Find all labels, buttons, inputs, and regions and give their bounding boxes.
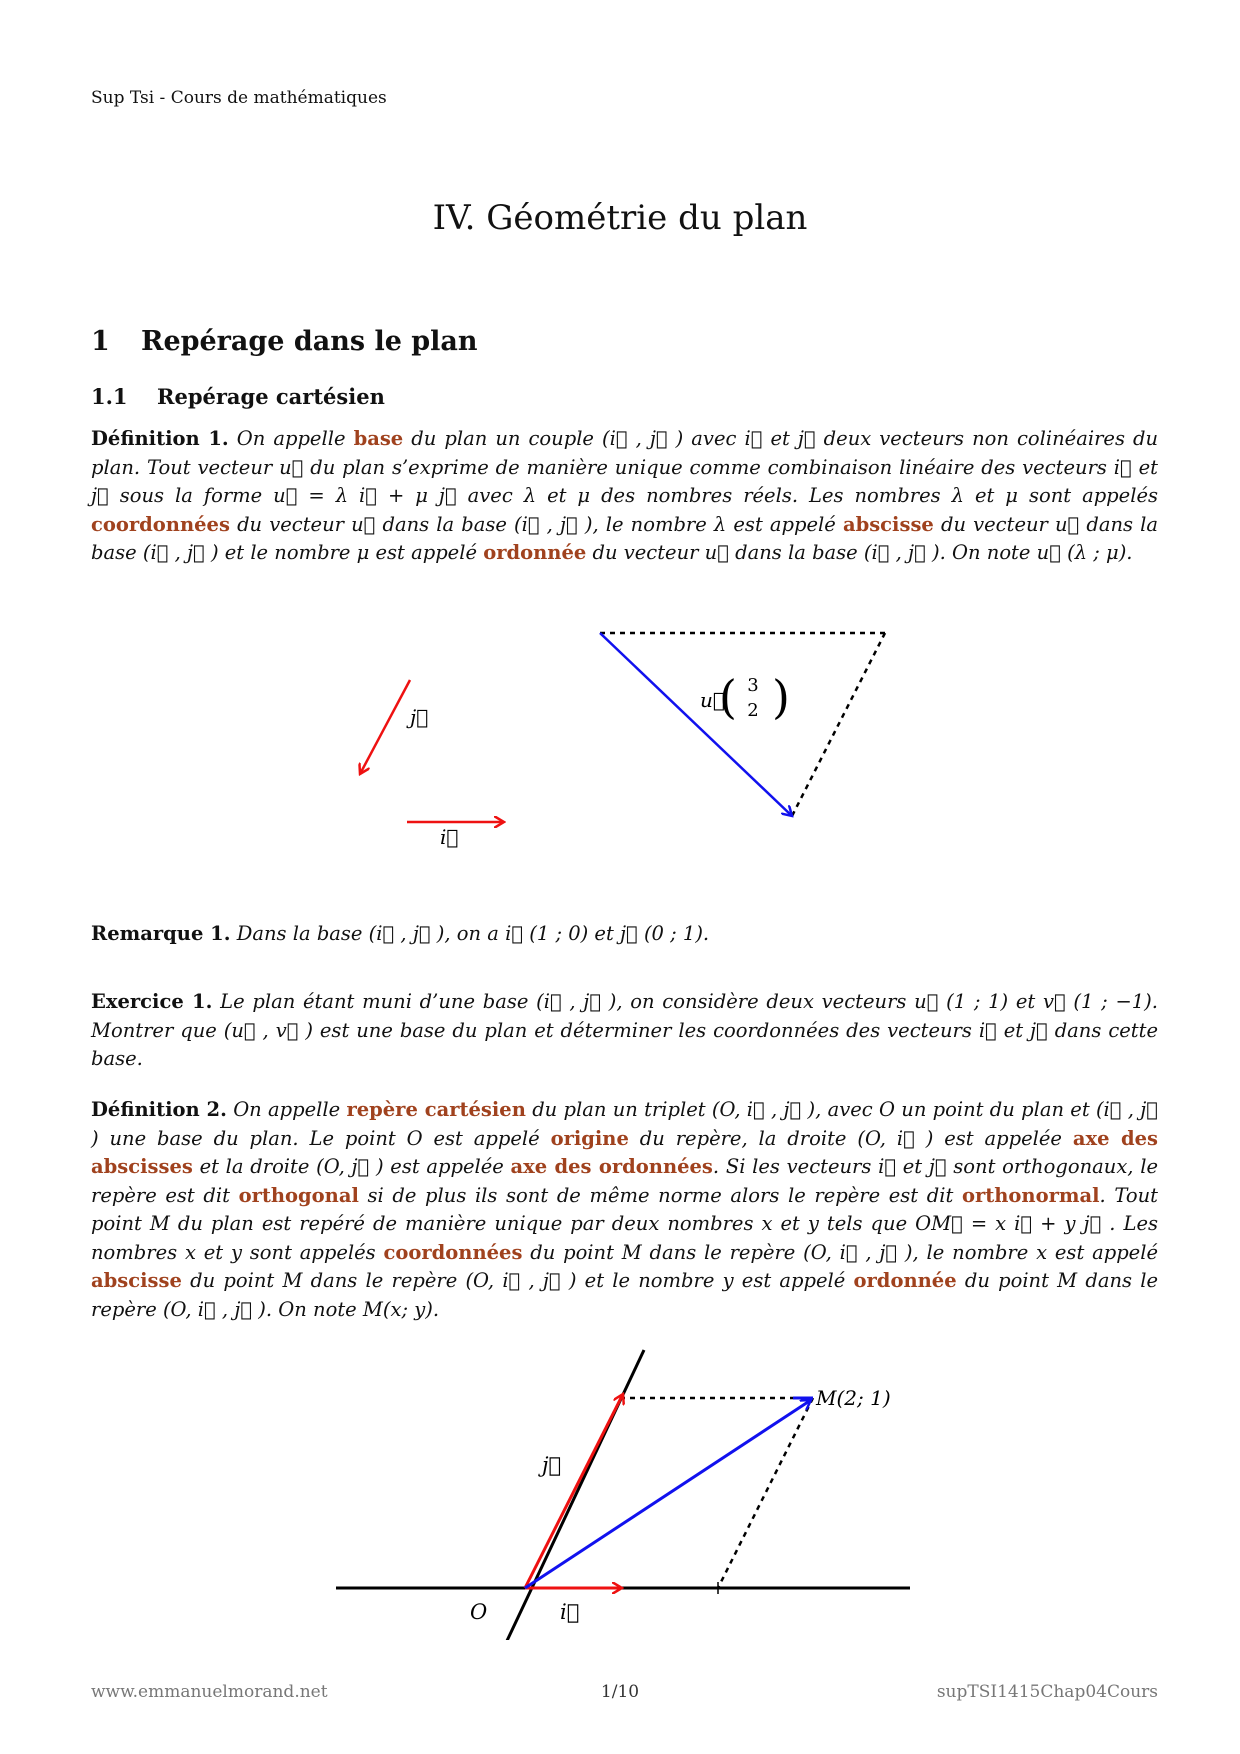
definition-text: du plan un couple (i⃗ , j⃗ ) avec i⃗ et j⃗ deux vecteurs non colinéaires du plan. Tout vecteur u⃗ du plan s’exprime de manière unique comme combinaison linéaire des vecteurs i⃗ et j⃗ sous la forme u⃗ = λ i⃗ + μ j⃗ avec λ et μ des nombres réels. Les nombres λ et μ sont appelés	[91, 427, 1159, 507]
definition-text: du vecteur u⃗ dans la base (i⃗ , j⃗ ), le nombre λ est appelé	[237, 512, 836, 536]
vector-j-arrow	[360, 680, 410, 774]
section-label: Repérage dans le plan	[141, 326, 478, 357]
remark-1	[91, 920, 1158, 949]
subsection-number: 1.1	[91, 384, 128, 409]
exercise-label: Exercice 1.	[91, 990, 213, 1013]
term-origine: origine	[550, 1126, 629, 1150]
footer-document-id: supTSI1415Chap04Cours	[936, 1682, 1158, 1702]
paren-left: (	[719, 670, 737, 724]
definition-text: du vecteur u⃗ dans la base (i⃗ , j⃗ ). On note u⃗ (λ ; μ).	[592, 541, 1133, 564]
remark-text: Dans la base (i⃗ , j⃗ ), on a i⃗ (1 ; 0) et j⃗ (0 ; 1).	[236, 922, 710, 945]
footer-page-number: 1/10	[600, 1682, 640, 1702]
term-axe-abscisses: axe des abscisses	[91, 1126, 1158, 1178]
vector-j-arrow	[525, 1394, 623, 1588]
u-coord-x: 3	[747, 675, 759, 696]
y-axis-line	[505, 1350, 644, 1640]
term-orthogonal: orthogonal	[238, 1183, 359, 1207]
paren-right: )	[772, 670, 790, 724]
footer-website: www.emmanuelmorand.net	[91, 1682, 328, 1702]
term-repere-cartesien: repère cartésien	[346, 1098, 526, 1121]
definition-text: . Si les vecteurs i⃗ et j⃗ sont orthogonaux, le repère est dit	[91, 1155, 1159, 1207]
term-coordonnees: coordonnées	[383, 1240, 523, 1264]
figure-vector-base	[330, 612, 930, 872]
dashed-right-side	[792, 633, 885, 816]
definition-text: du repère, la droite (O, i⃗ ) est appelée	[639, 1126, 1062, 1150]
term-abscisse: abscisse	[91, 1269, 182, 1292]
section-heading	[91, 326, 478, 357]
term-orthonormal: orthonormal	[961, 1183, 1100, 1207]
label-i: i⃗	[560, 1600, 580, 1624]
subsection-label: Repérage cartésien	[157, 384, 385, 409]
subsection-heading	[91, 384, 385, 409]
definition-text: et la droite (O, j⃗ ) est appelée	[199, 1155, 504, 1178]
vector-om-arrow	[525, 1400, 811, 1588]
definition-text: du point M dans le repère (O, i⃗ , j⃗ ), le nombre x est appelé	[530, 1240, 1158, 1264]
term-axe-ordonnees: axe des ordonnées	[510, 1155, 713, 1178]
term-ordonnee: ordonnée	[483, 541, 587, 564]
label-j: j⃗	[410, 705, 429, 729]
dashed-oblique	[718, 1398, 813, 1588]
definition-text: si de plus ils sont de même norme alors le repère est dit	[367, 1183, 954, 1207]
u-coord-y: 2	[747, 700, 759, 721]
running-header: Sup Tsi - Cours de mathématiques	[91, 88, 387, 108]
term-ordonnee: ordonnée	[853, 1269, 957, 1292]
definition-text: du point M dans le repère (O, i⃗ , j⃗ ). On note M(x; y).	[91, 1269, 1159, 1321]
definition-text: du plan un triplet (O, i⃗ , j⃗ ), avec O un point du plan et (i⃗ , j⃗ ) une base du plan. Le point O est appelé	[91, 1098, 1159, 1150]
exercise-1	[91, 988, 1158, 1074]
definition-1	[91, 425, 1158, 568]
definition-label: Définition 2.	[91, 1098, 227, 1121]
term-abscisse: abscisse	[842, 512, 934, 536]
definition-text: . Tout point M du plan est repéré de manière unique par deux nombres x et y tels que OM⃗ = x i⃗ + y j⃗ . Les nombres x et y sont appelés	[91, 1183, 1158, 1264]
chapter-title: IV. Géométrie du plan	[432, 198, 808, 238]
vector-u-arrow	[600, 633, 792, 816]
exercise-text: Le plan étant muni d’une base (i⃗ , j⃗ ), on considère deux vecteurs u⃗ (1 ; 1) et v⃗ (1 ; −1). Montrer que (u⃗ , v⃗ ) est une base du plan et déterminer les coordonnées des vecteurs i⃗ et j⃗ dans cette base.	[91, 990, 1158, 1070]
section-number: 1	[91, 326, 110, 357]
definition-text: On appelle	[233, 1098, 341, 1121]
definition-text: On appelle	[236, 427, 346, 450]
label-point-m: M(2; 1)	[816, 1386, 891, 1410]
definition-label: Définition 1.	[91, 427, 229, 450]
remark-label: Remarque 1.	[91, 922, 231, 945]
label-j: j⃗	[542, 1453, 562, 1477]
label-o: O	[470, 1600, 488, 1624]
term-coordonnees: coordonnées	[91, 512, 230, 536]
term-base: base	[353, 427, 404, 450]
definition-text: du vecteur u⃗ dans la base (i⃗ , j⃗ ) et le nombre μ est appelé	[91, 512, 1159, 564]
label-i: i⃗	[440, 825, 459, 849]
figure-cartesian-frame	[320, 1340, 920, 1640]
definition-text: du point M dans le repère (O, i⃗ , j⃗ ) et le nombre y est appelé	[190, 1269, 846, 1292]
label-u: u⃗	[700, 688, 725, 712]
definition-2	[91, 1096, 1158, 1324]
